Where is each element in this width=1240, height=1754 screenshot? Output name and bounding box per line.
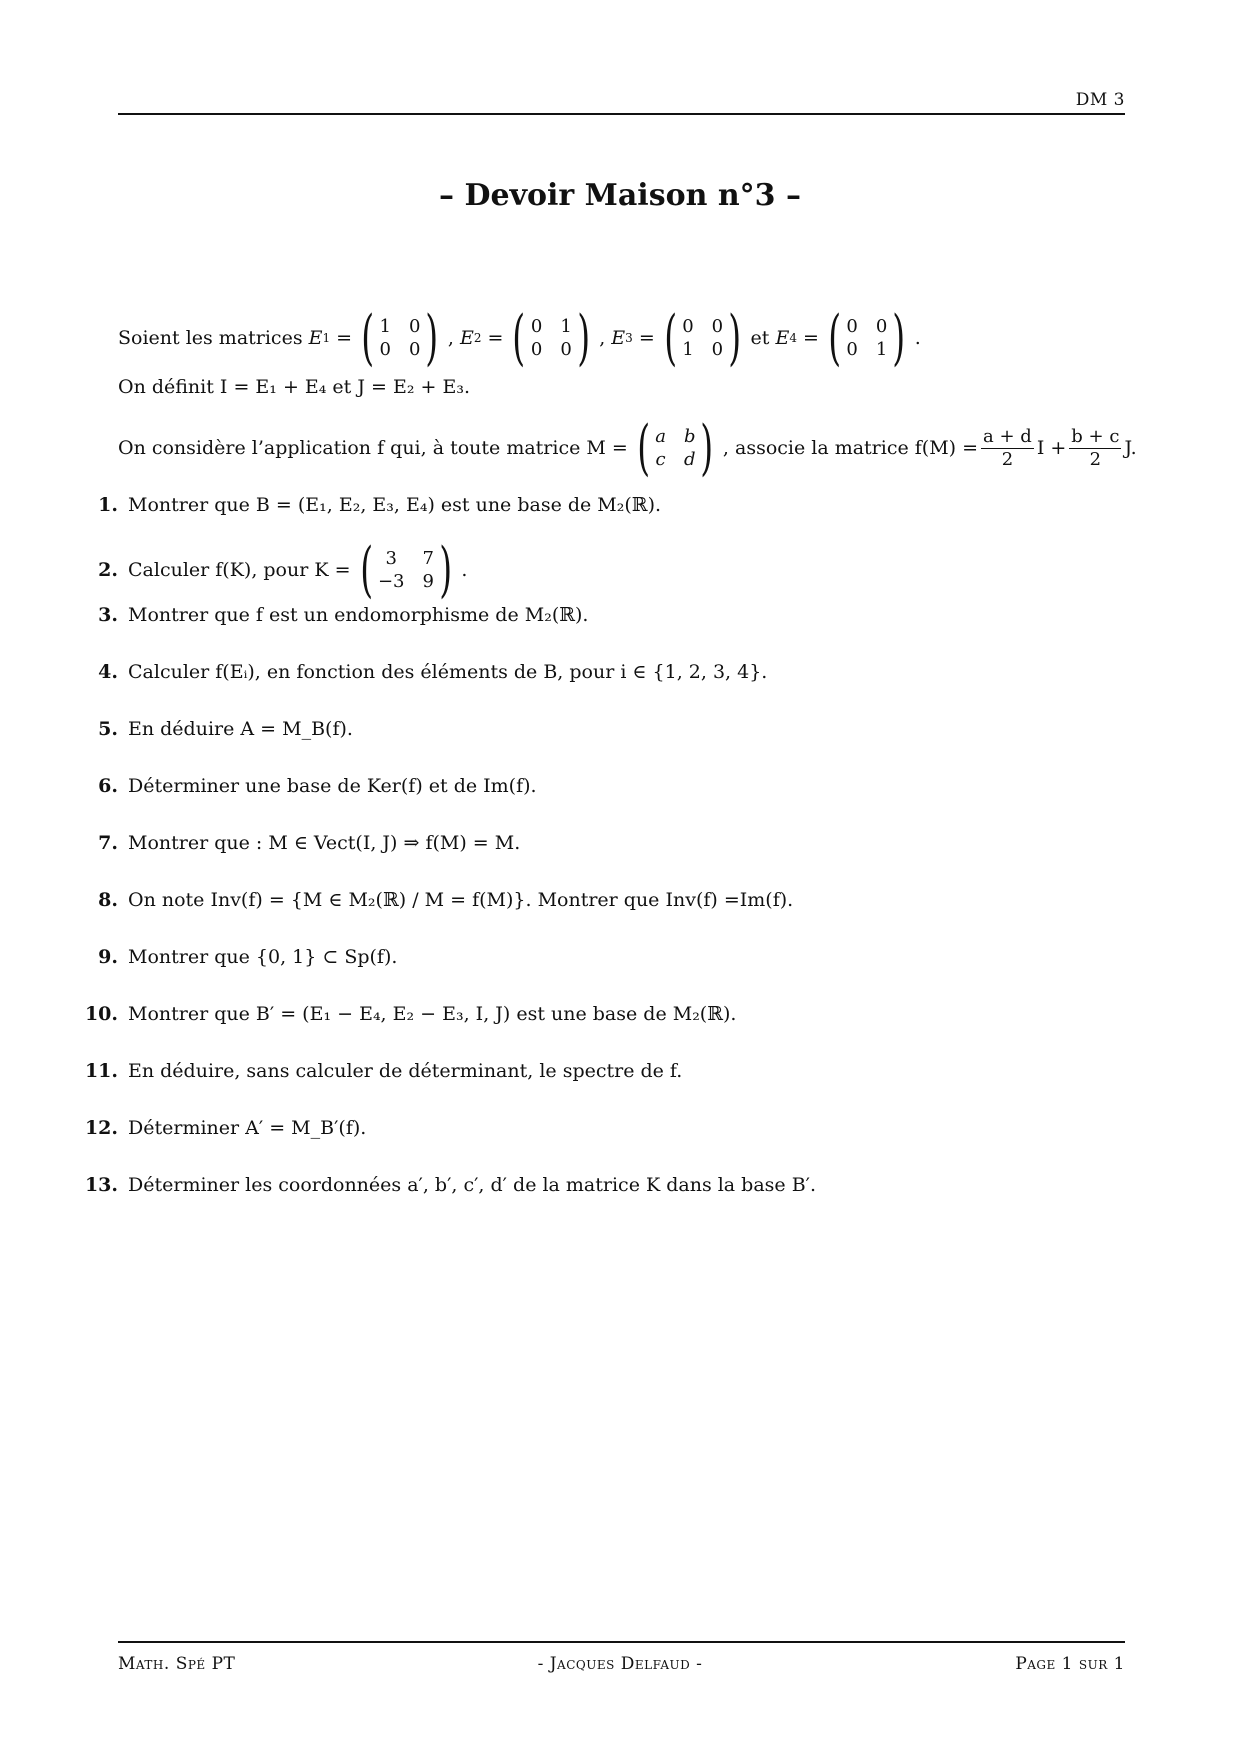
matrix-e1: E 1 = ( 1 0 0 0 ) , (308, 303, 454, 373)
footer-left: Math. Spé PT (118, 1654, 236, 1674)
intro-application: On considère l’application f qui, à toute matrice M = ( a b c d ) , associe la matrice f(M) = $\frac{a + d}{2}$ I + $\frac{b + c}{2}$ J. (118, 413, 1137, 483)
intro-definition: On définit I = E₁ + E₄ et J = E₂ + E₃. (118, 376, 470, 398)
question-6: 6. Déterminer une base de Ker(f) et de Im(f). (98, 775, 537, 797)
page-title: – Devoir Maison n°3 – (439, 178, 801, 213)
matrix-k: ( 3 7 −3 9 ) (359, 535, 453, 605)
header-label: DM 3 (1075, 90, 1125, 110)
question-4: 4. Calculer f(Eᵢ), en fonction des éléments de B, pour i ∈ {1, 2, 3, 4}. (98, 661, 768, 683)
footer-right: Page 1 sur 1 (1015, 1654, 1125, 1674)
header-rule (118, 113, 1125, 115)
question-12: 12. Déterminer A′ = M_B′(f). (84, 1117, 367, 1139)
footer-rule (118, 1641, 1125, 1643)
footer-center: - Jacques Delfaud - (537, 1654, 703, 1674)
intro-matrices (118, 303, 921, 373)
question-10: 10. Montrer que B′ = (E₁ − E₄, E₂ − E₃, I, J) est une base de M₂(ℝ). (84, 1003, 737, 1025)
question-1: 1. Montrer que B = (E₁, E₂, E₃, E₄) est une base de M₂(ℝ). (98, 494, 662, 516)
question-11: 11. En déduire, sans calculer de déterminant, le spectre de f. (84, 1060, 683, 1082)
question-13: 13. Déterminer les coordonnées a′, b′, c′, d′ de la matrice K dans la base B′. (84, 1174, 817, 1196)
question-5: 5. En déduire A = M_B(f). (98, 718, 353, 740)
intro-prefix: Soient les matrices (118, 327, 303, 349)
question-7: 7. Montrer que : M ∈ Vect(I, J) ⇒ f(M) = M. (98, 832, 521, 854)
question-8: 8. On note Inv(f) = {M ∈ M₂(ℝ) / M = f(M)}. Montrer que Inv(f) =Im(f). (98, 889, 794, 911)
fraction-b-plus-c: $\frac{b + c}{2}$ (1071, 425, 1120, 470)
question-3: 3. Montrer que f est un endomorphisme de M₂(ℝ). (98, 604, 589, 626)
matrix-e4: E 4 = ( 0 0 0 1 ) . (775, 303, 921, 373)
fraction-a-plus-d: $\frac{a + d}{2}$ (983, 425, 1032, 470)
matrix-e2: E 2 = ( 0 1 0 0 ) , (459, 303, 606, 373)
matrix-e3: E 3 = ( 0 0 1 0 ) et (611, 303, 770, 373)
question-2: 2. Calculer f(K), pour K = ( 3 7 −3 9 ) . (98, 535, 468, 605)
matrix-m: ( a b c d ) (637, 413, 714, 483)
question-9: 9. Montrer que {0, 1} ⊂ Sp(f). (98, 946, 398, 968)
